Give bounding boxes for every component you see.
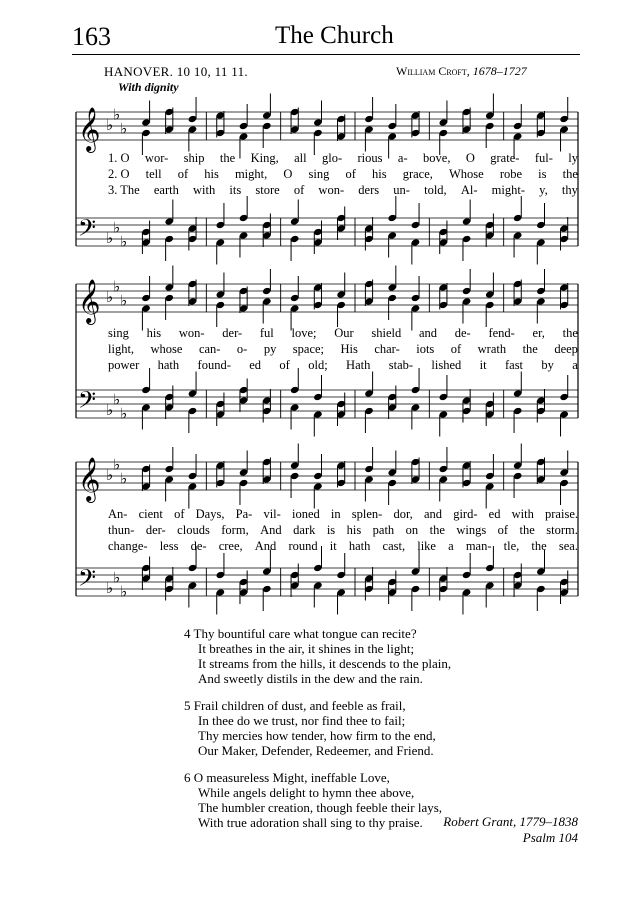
flat-icon: ♭ [106,466,114,484]
lyric-syllable: change- [108,539,148,553]
lyric-syllable: with [511,507,534,521]
stanza-text: With true adoration shall sing to thy praise. [198,815,423,830]
lyric-syllable: it [329,539,337,553]
stanza-text: Frail children of dust, and feeble as frail, [193,698,406,713]
tempo-marking: With dignity [118,80,179,94]
lyric-syllable: Hath [346,358,371,372]
lyric-syllable: Whose [448,167,484,181]
lyric-syllable: of [497,523,509,537]
lyric-syllable: by [541,358,554,372]
lyric-syllable: der- [145,523,166,537]
lyric-line [108,325,578,341]
lyric-syllable: tle, [503,539,520,553]
stanza-number: 5 [184,698,191,713]
lyric-syllable: less [159,539,179,553]
lyric-syllable: space; [292,342,325,356]
lyric-syllable: And [260,523,282,537]
lyric-syllable: char- [374,342,400,356]
lyric-syllable: stab- [388,358,414,372]
lyric-syllable: wor- [144,151,169,165]
lyric-syllable: power [108,358,140,372]
lyric-syllable: it [479,358,487,372]
stanza-number: 4 [184,626,191,641]
lyric-syllable: is [538,167,547,181]
stanza-line [184,626,564,641]
lyric-syllable: vil- [263,507,281,521]
lyric-syllable: the [531,539,547,553]
stanza-line [184,785,564,800]
lyric-syllable: deep [554,342,578,356]
lyric-syllable: ioned [291,507,320,521]
stanza-line [184,656,564,671]
lyric-syllable: King, [250,151,279,165]
flat-icon: ♭ [120,232,128,251]
lyric-line [108,341,578,357]
lyric-syllable: Our [334,326,354,340]
lyric-syllable: thy [561,183,578,197]
bass-clef-icon: 𝄢 [78,214,97,247]
lyric-syllable: O [465,151,475,165]
lyric-syllable: and [418,326,438,340]
author-credit: Robert Grant, 1779–1838 [443,814,578,829]
lyric-syllable: ly [568,151,578,165]
stanza-text: O measureless Might, ineffable Love, [193,770,390,785]
stanza-line [184,671,564,686]
lyric-syllable: with [193,183,216,197]
stanza-text: While angels delight to hymn thee above, [198,785,415,800]
lyric-syllable: cast, [382,539,406,553]
page-title: The Church [275,22,394,49]
lyric-syllable: its [229,183,242,197]
lyric-syllable: light, [108,342,135,356]
lyric-syllable: his [146,326,162,340]
lyric-syllable: his [204,167,219,181]
lyrics-block-1 [108,150,578,198]
lyric-syllable: his [346,523,362,537]
treble-staff [76,106,578,154]
lyric-syllable: fend- [488,326,515,340]
lyric-syllable: the [219,151,236,165]
scripture-source: Psalm 104 [522,830,578,845]
lyric-syllable: And [254,539,277,553]
stanza-line [184,800,564,815]
stanza-text: It streams from the hills, it descends to the plain, [198,656,452,671]
lyric-syllable: won- [178,326,205,340]
flat-icon: ♭ [120,291,128,310]
lyric-syllable: a [448,539,454,553]
lyric-syllable: and [423,507,443,521]
lyric-syllable: cree, [218,539,243,553]
lyric-syllable: rious [357,151,383,165]
lyric-syllable: 2. O [108,167,130,181]
lyric-syllable: store [255,183,280,197]
lyric-syllable: storm. [546,523,578,537]
hymn-number: 163 [72,22,111,51]
stanza-line [184,641,564,656]
lyric-syllable: 3. The [108,183,140,197]
lyric-line [108,166,578,182]
lyric-line [108,506,578,522]
lyric-syllable: sing [108,326,129,340]
lyric-syllable: might, [234,167,268,181]
stanza-text: In thee do we trust, nor find thee to fail; [198,713,406,728]
lyric-syllable: de- [190,539,207,553]
lyric-syllable: cient [138,507,163,521]
composer-name: William Croft [396,64,467,78]
treble-staff [76,456,578,504]
bass-staff [76,214,578,251]
lyric-syllable: of [450,342,462,356]
flat-icon: ♭ [120,469,128,488]
lyric-syllable: told, [424,183,447,197]
lyric-syllable: grace, [402,167,433,181]
lyric-syllable: the [562,167,578,181]
stanza-line [184,743,564,758]
lyric-syllable: ed [249,358,262,372]
page-header [0,0,640,52]
flat-icon: ♭ [113,218,121,237]
lyric-syllable: earth [153,183,179,197]
flat-icon: ♭ [113,568,121,587]
lyric-syllable: sea. [558,539,578,553]
flat-icon: ♭ [106,229,114,247]
lyric-syllable: y, [539,183,548,197]
lyric-line [108,522,578,538]
stanza-text: And sweetly distils in the dew and the rain. [198,671,423,686]
stanza [184,698,564,758]
stanza-line [184,698,564,713]
lyric-syllable: thun- [108,523,135,537]
bass-clef-icon: 𝄢 [78,564,97,597]
lyric-syllable: o- [236,342,248,356]
flat-icon: ♭ [113,390,121,409]
lyric-syllable: de- [454,326,471,340]
lyric-syllable: un- [393,183,410,197]
lyric-syllable: gird- [453,507,478,521]
lyric-syllable: dark [293,523,316,537]
flat-icon: ♭ [113,105,121,124]
lyric-syllable: found- [197,358,231,372]
treble-clef-icon: 𝄞 [78,279,101,323]
treble-clef-icon: 𝄞 [78,107,101,151]
stanza-line [184,770,564,785]
lyric-syllable: Days, [195,507,225,521]
stanza [184,626,564,686]
lyric-syllable: ders [358,183,380,197]
lyric-syllable: 1. O [108,151,130,165]
bass-staff [76,386,578,423]
lyric-syllable: ful [259,326,274,340]
lyric-syllable: O [283,167,293,181]
lyric-syllable: old; [308,358,328,372]
lyric-syllable: ful- [534,151,553,165]
lyric-syllable: fast [504,358,524,372]
lyric-syllable: like [417,539,436,553]
lyric-syllable: er, [532,326,545,340]
lyric-syllable: of [293,183,305,197]
lyric-syllable: is [326,523,336,537]
lyric-syllable: won- [318,183,345,197]
lyric-syllable: whose [150,342,183,356]
lyric-syllable: can- [198,342,221,356]
flat-icon: ♭ [106,401,114,419]
lyric-syllable: grate- [490,151,520,165]
lyric-syllable: the [429,523,445,537]
lyric-syllable: glo- [321,151,343,165]
bass-staff [76,564,578,601]
lyric-syllable: His [340,342,358,356]
lyric-syllable: der- [222,326,243,340]
flat-icon: ♭ [120,119,128,138]
lyric-syllable: in [330,507,341,521]
header-rule [72,54,580,55]
lyric-syllable: Pa- [235,507,253,521]
stanza-line [184,713,564,728]
lyric-syllable: sing [308,167,330,181]
bass-clef-icon: 𝄢 [78,386,97,419]
lyric-syllable: the [562,326,578,340]
lyric-syllable: man- [465,539,492,553]
lyric-syllable: dor, [393,507,413,521]
lyric-syllable: tell [145,167,162,181]
lyric-syllable: shield [371,326,402,340]
stanza-text: Our Maker, Defender, Redeemer, and Friend. [198,743,434,758]
lyric-syllable: the [522,342,538,356]
lyric-syllable: form, [221,523,249,537]
lyric-syllable: path [372,523,395,537]
lyric-syllable: py [263,342,277,356]
lyric-syllable: hath [157,358,180,372]
treble-staff [76,278,578,326]
stanza-number: 6 [184,770,191,785]
lyric-syllable: ship [183,151,205,165]
lyric-syllable: all [294,151,307,165]
lyric-syllable: iots [416,342,435,356]
tune-name: HANOVER. 10 10, 11 11. [104,64,248,79]
stanza-text: Thy mercies how tender, how firm to the end, [198,728,436,743]
lyric-syllable: clouds [177,523,210,537]
lyric-syllable: a [572,358,578,372]
flat-icon: ♭ [106,579,114,597]
flat-icon: ♭ [113,455,121,474]
lyric-syllable: a- [397,151,408,165]
lyric-syllable: of [174,507,185,521]
flat-icon: ♭ [120,404,128,423]
flat-icon: ♭ [120,582,128,601]
lyric-syllable: lished [431,358,462,372]
lyric-syllable: of [345,167,356,181]
lyric-syllable: robe [499,167,523,181]
lyric-line [108,150,578,166]
treble-clef-icon: 𝄞 [78,457,101,501]
lyric-line [108,538,578,554]
lyric-syllable: ed [488,507,501,521]
lyric-syllable: his [371,167,387,181]
lyric-line [108,357,578,373]
lyric-syllable: An- [108,507,128,521]
lyric-syllable: of [279,358,290,372]
extra-stanzas [184,626,564,842]
lyric-syllable: love; [291,326,317,340]
lyric-syllable: of [177,167,189,181]
composer [396,64,527,79]
stanza-text: It breathes in the air, it shines in the light; [198,641,415,656]
lyric-syllable: wrath [477,342,507,356]
lyric-syllable: praise. [545,507,578,521]
flat-icon: ♭ [106,288,114,306]
lyric-syllable: splen- [351,507,383,521]
stanza-text: The humbler creation, though feeble their lays, [198,800,443,815]
lyric-line [108,182,578,198]
lyrics-block-3 [108,506,578,554]
lyric-syllable: might- [491,183,525,197]
lyric-syllable: on [405,523,419,537]
lyric-syllable: round [288,539,318,553]
flat-icon: ♭ [106,116,114,134]
flat-icon: ♭ [113,277,121,296]
lyric-syllable: Al- [460,183,478,197]
attribution [443,814,578,846]
lyric-syllable: hath [348,539,371,553]
composer-dates: , 1678–1727 [466,64,527,78]
lyric-syllable: wings [456,523,487,537]
stanza-line [184,728,564,743]
stanza-text: Thy bountiful care what tongue can recite? [193,626,417,641]
lyrics-block-2 [108,325,578,373]
lyric-syllable: the [519,523,535,537]
lyric-syllable: bove, [423,151,451,165]
